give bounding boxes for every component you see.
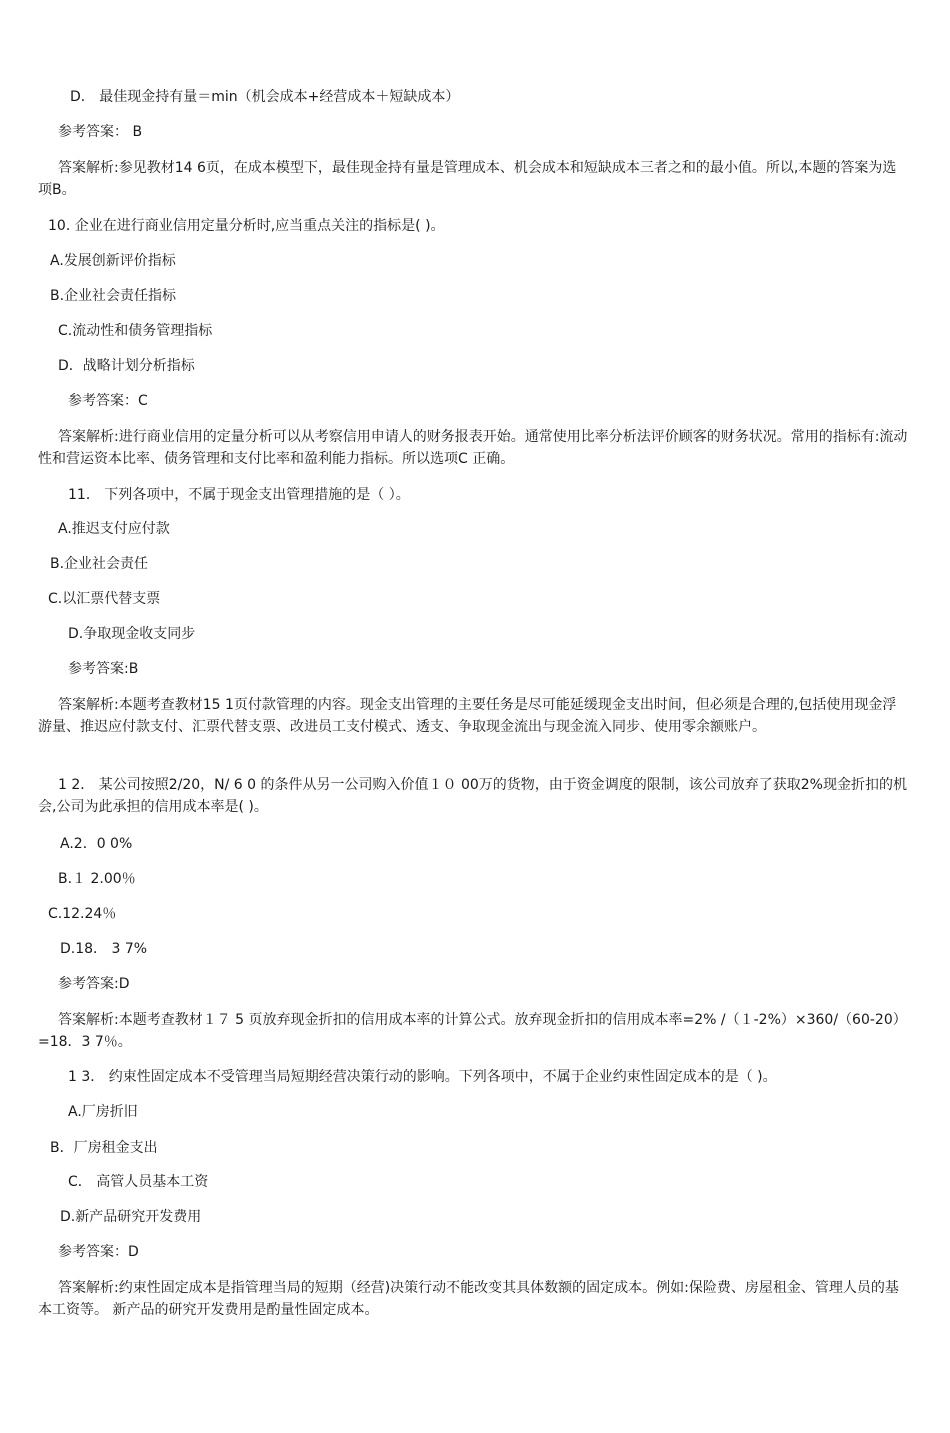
option-b: B.企业社会责任 (50, 556, 149, 572)
reference-answer: 参考答案：C (68, 393, 148, 409)
option-c: C． 高管人员基本工资 (68, 1174, 209, 1190)
reference-answer: 参考答案：D (58, 1244, 139, 1260)
option-c: C.以汇票代替支票 (48, 591, 161, 607)
answer-explanation: 答案解析:约束性固定成本是指管理当局的短期（经营)决策行动不能改变其具体数额的固定成本。例如:保险费、房屋租金、管理人员的基本工资等。 新产品的研究开发费用是酌量性固定成本。 (38, 1280, 899, 1318)
option-b: B．厂房租金支出 (50, 1140, 158, 1156)
reference-answer: 参考答案:D (58, 976, 130, 992)
option-a: A.2．0 0% (60, 836, 133, 852)
answer-explanation: 答案解析:本题考查教材15 1页付款管理的内容。现金支出管理的主要任务是尽可能延缓现金支出时间，但必须是合理的,包括使用现金浮游量、推迟应付款支付、汇票代替支票、改进员工支付模式、透支、争取现金流出与现金流入同步、使用零余额账户。 (38, 697, 897, 735)
option-d: D.18． 3 7% (60, 941, 148, 957)
option-b: B.企业社会责任指标 (50, 288, 177, 304)
option-d: D．战略计划分析指标 (58, 358, 195, 374)
option-a: A.发展创新评价指标 (50, 253, 176, 269)
answer-explanation: 答案解析:本题考查教材１７ 5 页放弃现金折扣的信用成本率的计算公式。放弃现金折扣的信用成本率=2% /（１-2%）×360/（60-20）=18．3 7％。 (38, 1012, 907, 1050)
option-c: C.12.24％ (48, 906, 117, 922)
question-13: 1 3． 约束性固定成本不受管理当局短期经营决策行动的影响。下列各项中，不属于企业约束性固定成本的是（ )。 (68, 1069, 777, 1085)
answer-explanation: 答案解析:进行商业信用的定量分析可以从考察信用申请人的财务报表开始。通常使用比率分析法评价顾客的财务状况。常用的指标有:流动性和营运资本比率、债务管理和支付比率和盈利能力指标。所以选项C 正确。 (38, 429, 908, 467)
question-12: 1 2． 某公司按照2/20，N/ 6 0 的条件从另一公司购入价值１０ 00万的货物，由于资金调度的限制，该公司放弃了获取2%现金折扣的机会,公司为此承担的信用成本率是( )。 (38, 777, 907, 815)
option-d: D.争取现金收支同步 (68, 626, 196, 642)
option-d: D.新产品研究开发费用 (60, 1209, 202, 1225)
option-a: A.推迟支付应付款 (58, 521, 170, 537)
answer-explanation: 答案解析:参见教材14 6页，在成本模型下，最佳现金持有量是管理成本、机会成本和短缺成本三者之和的最小值。所以,本题的答案为选项B。 (38, 160, 897, 198)
option-b: B.１ 2.00％ (58, 871, 136, 887)
option-c: C.流动性和债务管理指标 (58, 323, 213, 339)
reference-answer: 参考答案:B (68, 661, 139, 677)
question-10: 10. 企业在进行商业信用定量分析时,应当重点关注的指标是( )。 (48, 218, 445, 234)
question-11: 11． 下列各项中，不属于现金支出管理措施的是（ ）。 (68, 487, 410, 503)
option-d-text: D． 最佳现金持有量＝min（机会成本+经营成本＋短缺成本） (70, 89, 460, 105)
option-a: A.厂房折旧 (68, 1104, 138, 1120)
reference-answer: 参考答案： B (58, 124, 143, 140)
